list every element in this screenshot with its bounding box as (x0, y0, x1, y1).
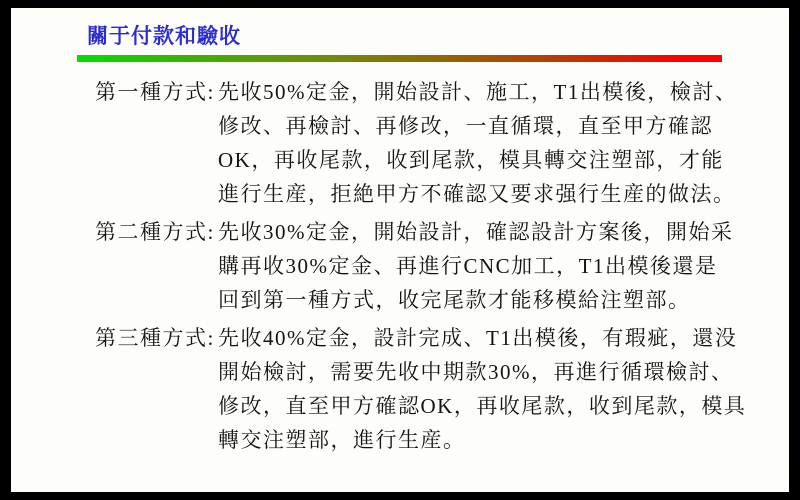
text-line: 轉交注塑部，進行生産。 (218, 428, 466, 452)
text-line: OK，再收尾款，收到尾款，模具轉交注塑部，才能 (218, 148, 724, 172)
paragraph-label: 第二種方式: (95, 220, 215, 244)
paragraph-method-1 (95, 75, 745, 211)
text-line: 修改，直至甲方確認OK，再收尾款，收到尾款，模具 (218, 394, 747, 418)
title-underline-gradient-rule (77, 55, 722, 62)
slide-body (95, 75, 745, 461)
text-line: 開始檢討，需要先收中期款30%，再進行循環檢討、 (218, 360, 734, 384)
slide-title: 關于付款和驗收 (87, 24, 241, 48)
paragraph-label: 第三種方式: (95, 326, 215, 350)
paragraph-method-3 (95, 321, 745, 457)
text-line: 先收50%定金，開始設計、施工，T1出模後，檢討、 (218, 80, 738, 104)
paragraph-method-2 (95, 215, 745, 317)
text-line: 購再收30%定金、再進行CNC加工，T1出模後還是 (218, 254, 718, 278)
text-line: 回到第一種方式，收完尾款才能移模給注塑部。 (218, 288, 691, 312)
text-line: 先收40%定金，設計完成、T1出模後，有瑕疵，還没 (218, 326, 738, 350)
paragraph-label: 第一種方式: (95, 80, 215, 104)
text-line: 先收30%定金，開始設計，確認設計方案後，開始采 (218, 220, 734, 244)
text-line: 進行生産，拒絶甲方不確認又要求强行生産的做法。 (218, 182, 736, 206)
text-line: 修改、再檢討、再修改，一直循環，直至甲方確認 (218, 114, 713, 138)
